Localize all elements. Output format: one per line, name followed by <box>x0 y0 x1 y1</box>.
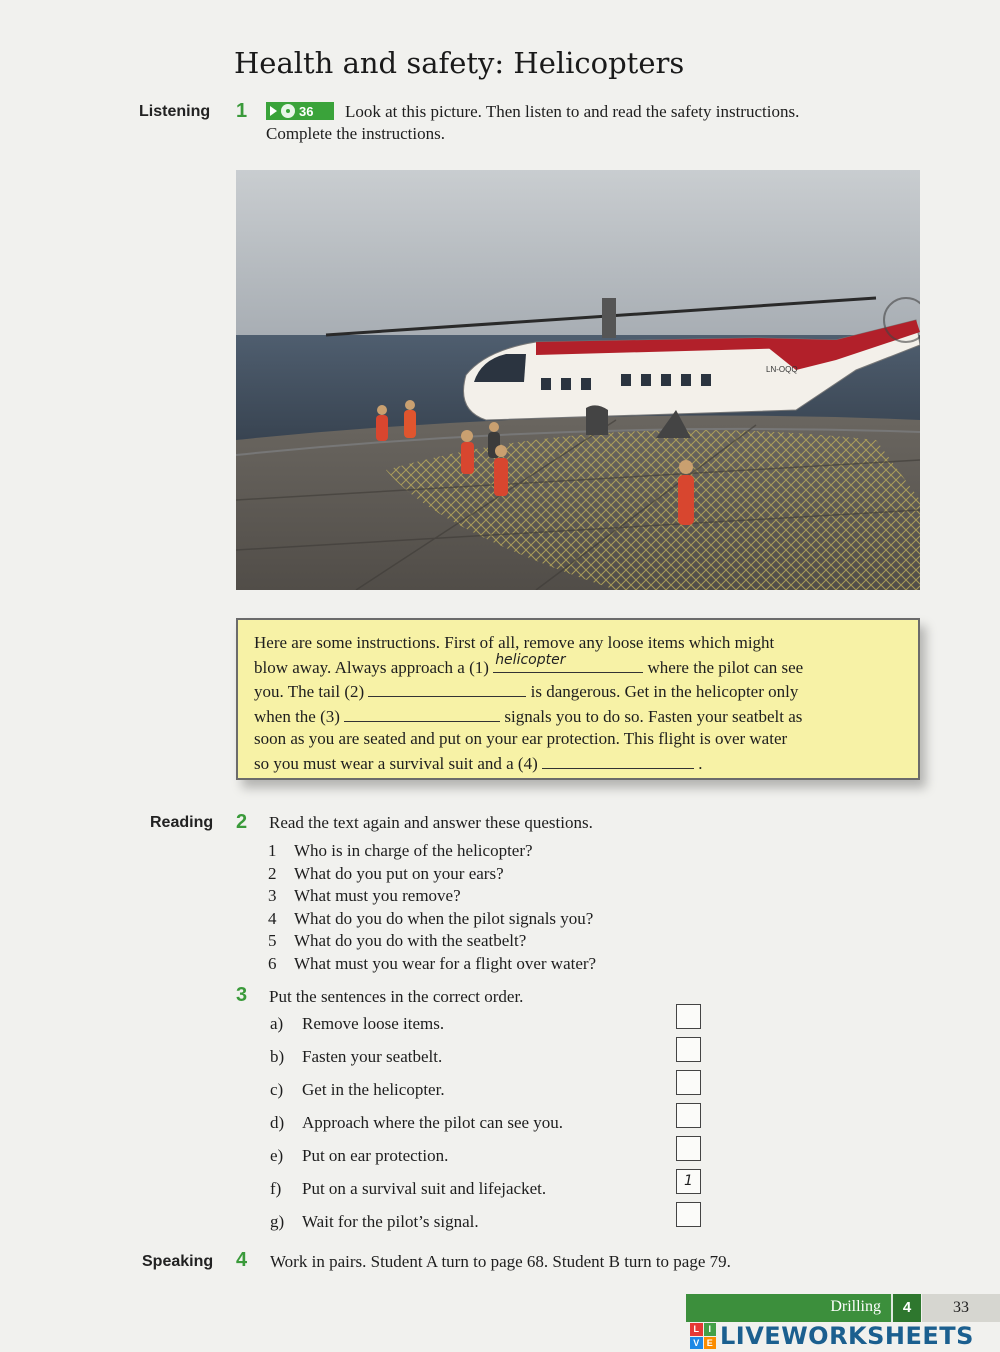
instructions-line1: Here are some instructions. First of all, remove any loose items which might <box>254 633 775 652</box>
instructions-line6a: so you must wear a survival suit and a (4) <box>254 753 538 773</box>
liveworksheets-logo-icon: L I V E <box>690 1323 716 1349</box>
instructions-line3a: you. The tail (2) <box>254 682 365 701</box>
listening-label: Listening <box>139 103 211 120</box>
order-item-a: a) Remove loose items. <box>270 1014 445 1033</box>
question-row: 3 What must you remove? <box>268 886 461 905</box>
registration-mark: LN-OQQ <box>766 365 798 374</box>
instructions-line4a: when the (3) <box>254 706 340 726</box>
order-box-a[interactable] <box>676 1004 701 1029</box>
question-row: 4 What do you do when the pilot signals you? <box>268 908 594 928</box>
order-box-g[interactable] <box>676 1202 701 1227</box>
instructions-box <box>236 618 920 780</box>
liveworksheets-brand <box>690 1320 1000 1352</box>
ordering-prompt: Put the sentences in the correct order. <box>269 987 524 1006</box>
play-icon <box>270 106 277 116</box>
question-row: 1 Who is in charge of the helicopter? <box>268 841 533 860</box>
exercise-number-2: 2 <box>236 811 248 833</box>
helicopter-photo <box>236 170 920 590</box>
instructions-line5: soon as you are seated and put on your ear protection. This flight is over water <box>254 729 788 748</box>
listening-instruction-line1: Look at this picture. Then listen to and read the safety instructions. <box>345 102 800 121</box>
unit-section-label: Drilling <box>830 1298 881 1315</box>
page-number: 33 <box>922 1294 1000 1322</box>
exercise-number-3: 3 <box>236 984 248 1006</box>
instructions-line6b: . <box>698 753 703 773</box>
exercise-number-1: 1 <box>236 100 248 122</box>
order-box-c[interactable] <box>676 1070 701 1095</box>
order-box-d[interactable] <box>676 1103 701 1128</box>
order-box-b[interactable] <box>676 1037 701 1062</box>
instructions-line2b: where the pilot can see <box>647 657 804 677</box>
page-title: Health and safety: Helicopters <box>234 46 685 80</box>
cd-icon <box>281 104 295 118</box>
instructions-line4b: signals you to do so. Fasten your seatbelt as <box>504 706 803 726</box>
speaking-label: Speaking <box>142 1253 214 1270</box>
gap-4-input[interactable] <box>542 751 694 769</box>
order-box-f[interactable]: 1 <box>676 1169 701 1194</box>
reading-prompt: Read the text again and answer these questions. <box>269 813 593 832</box>
audio-track-button[interactable] <box>266 102 334 120</box>
track-number: 36 <box>299 103 314 119</box>
listening-instruction-line2: Complete the instructions. <box>266 124 445 143</box>
speaking-instruction: Work in pairs. Student A turn to page 68. Student B turn to page 79. <box>270 1252 731 1271</box>
order-item-e: e) Put on ear protection. <box>270 1146 449 1165</box>
liveworksheets-wordmark: LIVEWORKSHEETS <box>720 1322 974 1350</box>
unit-number: 4 <box>893 1294 921 1322</box>
order-item-f: f) Put on a survival suit and lifejacket. <box>270 1179 547 1198</box>
order-box-e[interactable] <box>676 1136 701 1161</box>
reading-questions <box>268 840 596 975</box>
instructions-line2a: blow away. Always approach a (1) <box>254 657 489 677</box>
order-item-b: b) Fasten your seatbelt. <box>270 1047 443 1066</box>
gap-2-input[interactable] <box>368 679 526 697</box>
gap-1-answer: helicopter <box>495 652 566 668</box>
gap-1-input[interactable] <box>493 652 643 673</box>
question-row: 2 What do you put on your ears? <box>268 863 504 883</box>
instructions-text <box>254 632 914 775</box>
unit-footer-bar <box>686 1294 921 1322</box>
instructions-line3b: is dangerous. Get in the helicopter only <box>530 682 799 701</box>
exercise-number-4: 4 <box>236 1249 248 1271</box>
order-item-d: d) Approach where the pilot can see you. <box>270 1113 564 1132</box>
question-row: 5 What do you do with the seatbelt? <box>268 931 527 950</box>
order-item-g: g) Wait for the pilot’s signal. <box>270 1212 479 1231</box>
order-item-c: c) Get in the helicopter. <box>270 1080 445 1099</box>
gap-3-input[interactable] <box>344 704 500 722</box>
question-row: 6 What must you wear for a flight over water? <box>268 953 597 973</box>
reading-label: Reading <box>150 814 214 831</box>
